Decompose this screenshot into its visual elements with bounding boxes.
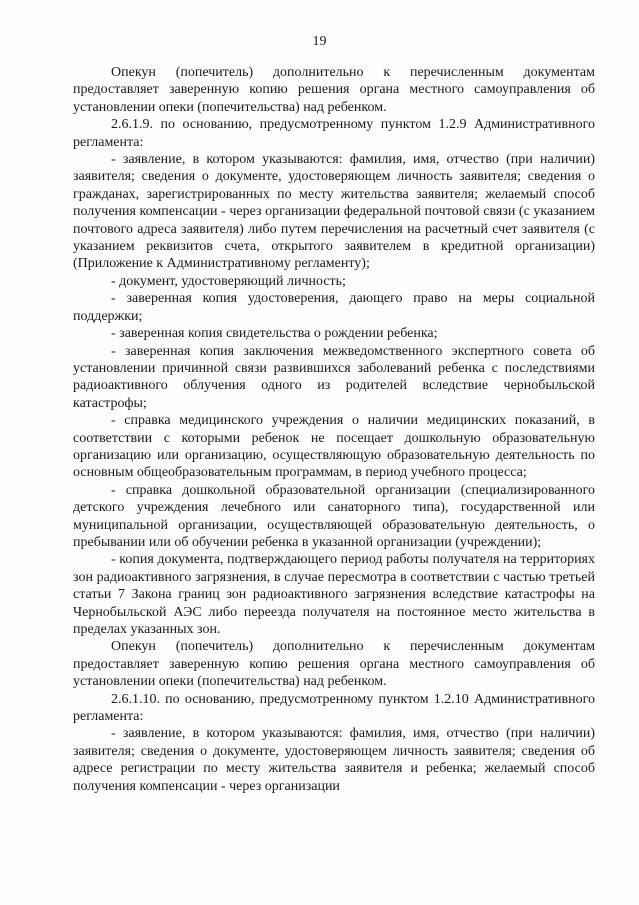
paragraph-guardian-note-1: Опекун (попечитель) дополнительно к перечисленным документам предоставляет заверенную копию решения органа местного самоуправления об установлении опеки (попечительства) над ребенком. [73, 65, 595, 115]
paragraph-guardian-note-2: Опекун (попечитель) дополнительно к перечисленным документам предоставляет заверенную копию решения органа местного самоуправления об установлении опеки (попечительства) над ребенком. [73, 639, 595, 690]
list-item-preschool-certificate: - справка дошкольной образовательной организации (специализированного детского учреждения лечебного или санаторного типа), государственной или муниципальной организации, осуществляющей образовательную деятельность, о пребывании или об обучении ребенка в указанной организации (учреждении); [73, 482, 595, 550]
paragraph-clause-2-6-1-9: 2.6.1.9. по основанию, предусмотренному пунктом 1.2.9 Административного регламента: [73, 117, 595, 150]
list-item-identity-document: - документ, удостоверяющий личность; [111, 273, 346, 289]
list-item-work-period-document: - копия документа, подтверждающего период работы получателя на территориях зон радиоактивного загрязнения, в случае пересмотра в соответствии с частью третьей статьи 7 Закона границ зон радиоактивного загрязнения вследствие катастрофы на Чернобыльской АЭС либо переезда получателя на постоянное место жительства в пределах указанных зон. [73, 552, 595, 637]
list-item-medical-certificate: - справка медицинского учреждения о наличии медицинских показаний, в соответствии с которыми ребенок не посещает дошкольную образовательную организацию или организацию, осуществляющую образовательную деятельность по основным общеобразовательным программам, в период учебного процесса; [73, 413, 595, 481]
list-item-birth-certificate: - заверенная копия свидетельства о рождении ребенка; [111, 326, 438, 342]
document-body [73, 64, 595, 795]
list-item-expert-council-conclusion: - заверенная копия заключения межведомственного экспертного совета об установлении причинной связи развившихся заболеваний ребенка с последствиями радиоактивного облучения одного из родителей вследствие чернобыльской катастрофы; [73, 343, 595, 411]
list-item-application-2: - заявление, в котором указываются: фамилия, имя, отчество (при наличии) заявителя; сведения о документе, удостоверяющем личность заявителя; сведения об адресе регистрации по месту жительства заявителя и ребенка; желаемый способ получения компенсации - через организации [73, 726, 595, 794]
paragraph-clause-2-6-1-10: 2.6.1.10. по основанию, предусмотренному пунктом 1.2.10 Административного регламента: [73, 691, 595, 725]
list-item-certificate-copy: - заверенная копия удостоверения, дающего право на меры социальной поддержки; [73, 291, 595, 324]
page-number: 19 [312, 34, 327, 49]
list-item-application: - заявление, в котором указываются: фамилия, имя, отчество (при наличии) заявителя; сведения о документе, удостоверяющем личность заявителя; сведения о гражданах, зарегистрированных по месту жительства заявителя; желаемый способ получения компенсации - через организации федеральной почтовой связи (с указанием почтового адреса заявителя) либо путем перечисления на расчетный счет заявителя (с указанием реквизитов счета, открытого заявителем в кредитной организации) (Приложение к Административному регламенту); [73, 152, 595, 272]
